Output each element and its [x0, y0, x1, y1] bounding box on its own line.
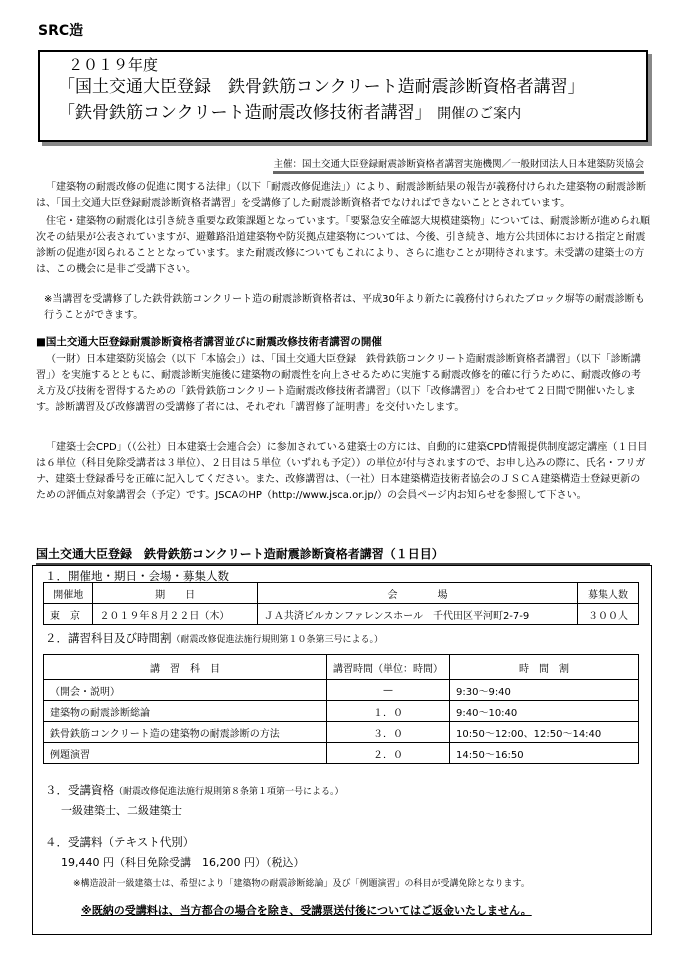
section-heading: ■国土交通大臣登録耐震診断資格者講習並びに耐震改修技術者講習の開催: [36, 336, 382, 348]
schedule-heading-label: ２．講習科目及び時間割: [45, 631, 172, 645]
table-row: [44, 701, 639, 722]
table-row: [44, 604, 639, 625]
table-header-cell: 会 場: [257, 583, 577, 604]
table-cell: 例題演習: [44, 743, 327, 764]
table-header-cell: 期 日: [93, 583, 257, 604]
table-cell: 10:50～12:00、12:50～14:40: [450, 722, 639, 743]
table-cell: —: [327, 680, 450, 701]
table-header-row: [44, 655, 639, 680]
table-cell: 9:30～9:40: [450, 680, 639, 701]
title-year: ２０１９年度: [68, 56, 159, 74]
organizer-line: 主催：国土交通大臣登録耐震診断資格者講習実施機関／一般財団法人日本建築防災協会: [273, 156, 644, 174]
title-line-2: 「国土交通大臣登録 鉄骨鉄筋コンクリート造耐震診断資格者講習」: [58, 77, 585, 97]
table-cell: （開会・説明）: [44, 680, 327, 701]
title-line-3-main: 「鉄骨鉄筋コンクリート造耐震改修技術者講習」: [58, 103, 432, 123]
venue-table: [43, 582, 639, 625]
schedule-table: [43, 654, 639, 764]
table-cell: ２０１９年８月２２日（木）: [93, 604, 257, 625]
table-row: [44, 680, 639, 701]
table-cell: 鉄骨鉄筋コンクリート造の建築物の耐震診断の方法: [44, 722, 327, 743]
eligibility-heading: [45, 782, 344, 798]
document-type-label: SRC造: [38, 23, 84, 39]
intro-paragraph-1: 「建築物の耐震改修の促進に関する法律」（以下「耐震改修促進法」）により、耐震診断結果の報告が義務付けられた建築物の耐震診断は、「国土交通大臣登録耐震診断資格者講習」を受講修了した耐震診断資格者でなければできないこととされています。: [36, 182, 646, 209]
fee-exemption-note: ※構造設計一級建築士は、希望により「建築物の耐震診断総論」及び「例題演習」の科目が受講免除となります。: [73, 879, 530, 889]
table-cell: 9:40～10:40: [450, 701, 639, 722]
eligibility-body: 一級建築士、二級建築士: [61, 804, 182, 817]
table-header-cell: 講 習 科 目: [44, 655, 327, 680]
intro-note: ※当講習を受講修了した鉄骨鉄筋コンクリート造の耐震診断資格者は、平成30年より新たに義務付けられたブロック塀等の耐震診断も行うことができます。: [44, 294, 645, 321]
table-cell: ３．０: [327, 722, 450, 743]
table-header-cell: 開催地: [44, 583, 93, 604]
fee-heading: ４．受講料（テキスト代別）: [45, 835, 195, 849]
refund-note: ※既納の受講料は、当方都合の場合を除き、受講票送付後についてはご返金いたしません。: [81, 904, 532, 917]
table-header-cell: 募集人数: [578, 583, 639, 604]
table-cell: ２．０: [327, 743, 450, 764]
table-cell: ３００人: [578, 604, 639, 625]
course-heading: 国土交通大臣登録 鉄骨鉄筋コンクリート造耐震診断資格者講習（１日目）: [36, 545, 650, 565]
fee-amount: 19,440 円（科目免除受講 16,200 円）（税込）: [61, 856, 305, 869]
table-cell: 建築物の耐震診断総論: [44, 701, 327, 722]
course-details-box: [32, 565, 652, 935]
table-cell: 東 京: [44, 604, 93, 625]
table-cell: １．０: [327, 701, 450, 722]
section-paragraph-1: （一財）日本建築防災協会（以下「本協会」）は、「国土交通大臣登録 鉄骨鉄筋コンクリート造耐震診断資格者講習」（以下「診断講習」）を実施するとともに、耐震診断実施後に建築物の耐震性を向上させるために実施する耐震改修を的確に行うために、耐震改修の考え方及び技術を習得するための「鉄骨鉄筋コンクリート造耐震改修技術者講習」（以下「改修講習」）を合わせて２日間で開催いたします。診断講習及び改修講習の受講修了者には、それぞれ「講習修了証明書」を交付いたします。: [36, 354, 641, 413]
section-paragraph-2: 「建築士会CPD」（（公社）日本建築士会連合会）に参加されている建築士の方には、自動的に建築CPD情報提供制度認定講座（１日目は６単位（科目免除受講者は３単位）、２日目は５単位（いずれも予定））の単位が付与されますので、お申し込みの際に、氏名・フリガナ、建築士登録番号を正確に記入してください。また、改修講習は、（一社）日本建築構造技術者協会のＪＳＣＡ建築構造士登録更新のための評価点対象講習会（予定）です。JSCAのHP（http://www.jsca.or.jp/）の会員ページ内お知らせを参照して下さい。: [36, 442, 648, 501]
table-cell: ＪＡ共済ビルカンファレンスホール 千代田区平河町2-7-9: [257, 604, 577, 625]
venue-heading: １．開催地・期日・会場・募集人数: [45, 569, 229, 583]
eligibility-heading-label: ３．受講資格: [45, 783, 114, 797]
title-line-3-suffix: 開催のご案内: [437, 106, 522, 122]
schedule-heading-note: （耐震改修促進法施行規則第１０条第三号による。）: [171, 635, 384, 645]
table-cell: 14:50～16:50: [450, 743, 639, 764]
table-header-cell: 時 間 割: [450, 655, 639, 680]
schedule-heading: [45, 630, 383, 646]
table-row: [44, 743, 639, 764]
intro-paragraph-2: 住宅・建築物の耐震化は引き続き重要な政策課題となっています。「要緊急安全確認大規模建築物」については、耐震診断が進められ順次その結果が公表されていますが、避難路沿道建築物や防災拠点建築物については、今後、引き続き、地方公共団体における指定と耐震診断の促進が図られることとなっています。また耐震改修についてもこれにより、さらに進むことが期待されます。未受講の建築士の方は、この機会に是非ご受講下さい。: [36, 216, 650, 275]
table-row: [44, 722, 639, 743]
table-header-row: [44, 583, 639, 604]
title-box: [38, 50, 648, 142]
title-line-3: [58, 100, 646, 127]
eligibility-heading-note: （耐震改修促進法施行規則第８条第１項第一号による。）: [114, 787, 344, 797]
table-header-cell: 講習時間（単位：時間）: [327, 655, 450, 680]
